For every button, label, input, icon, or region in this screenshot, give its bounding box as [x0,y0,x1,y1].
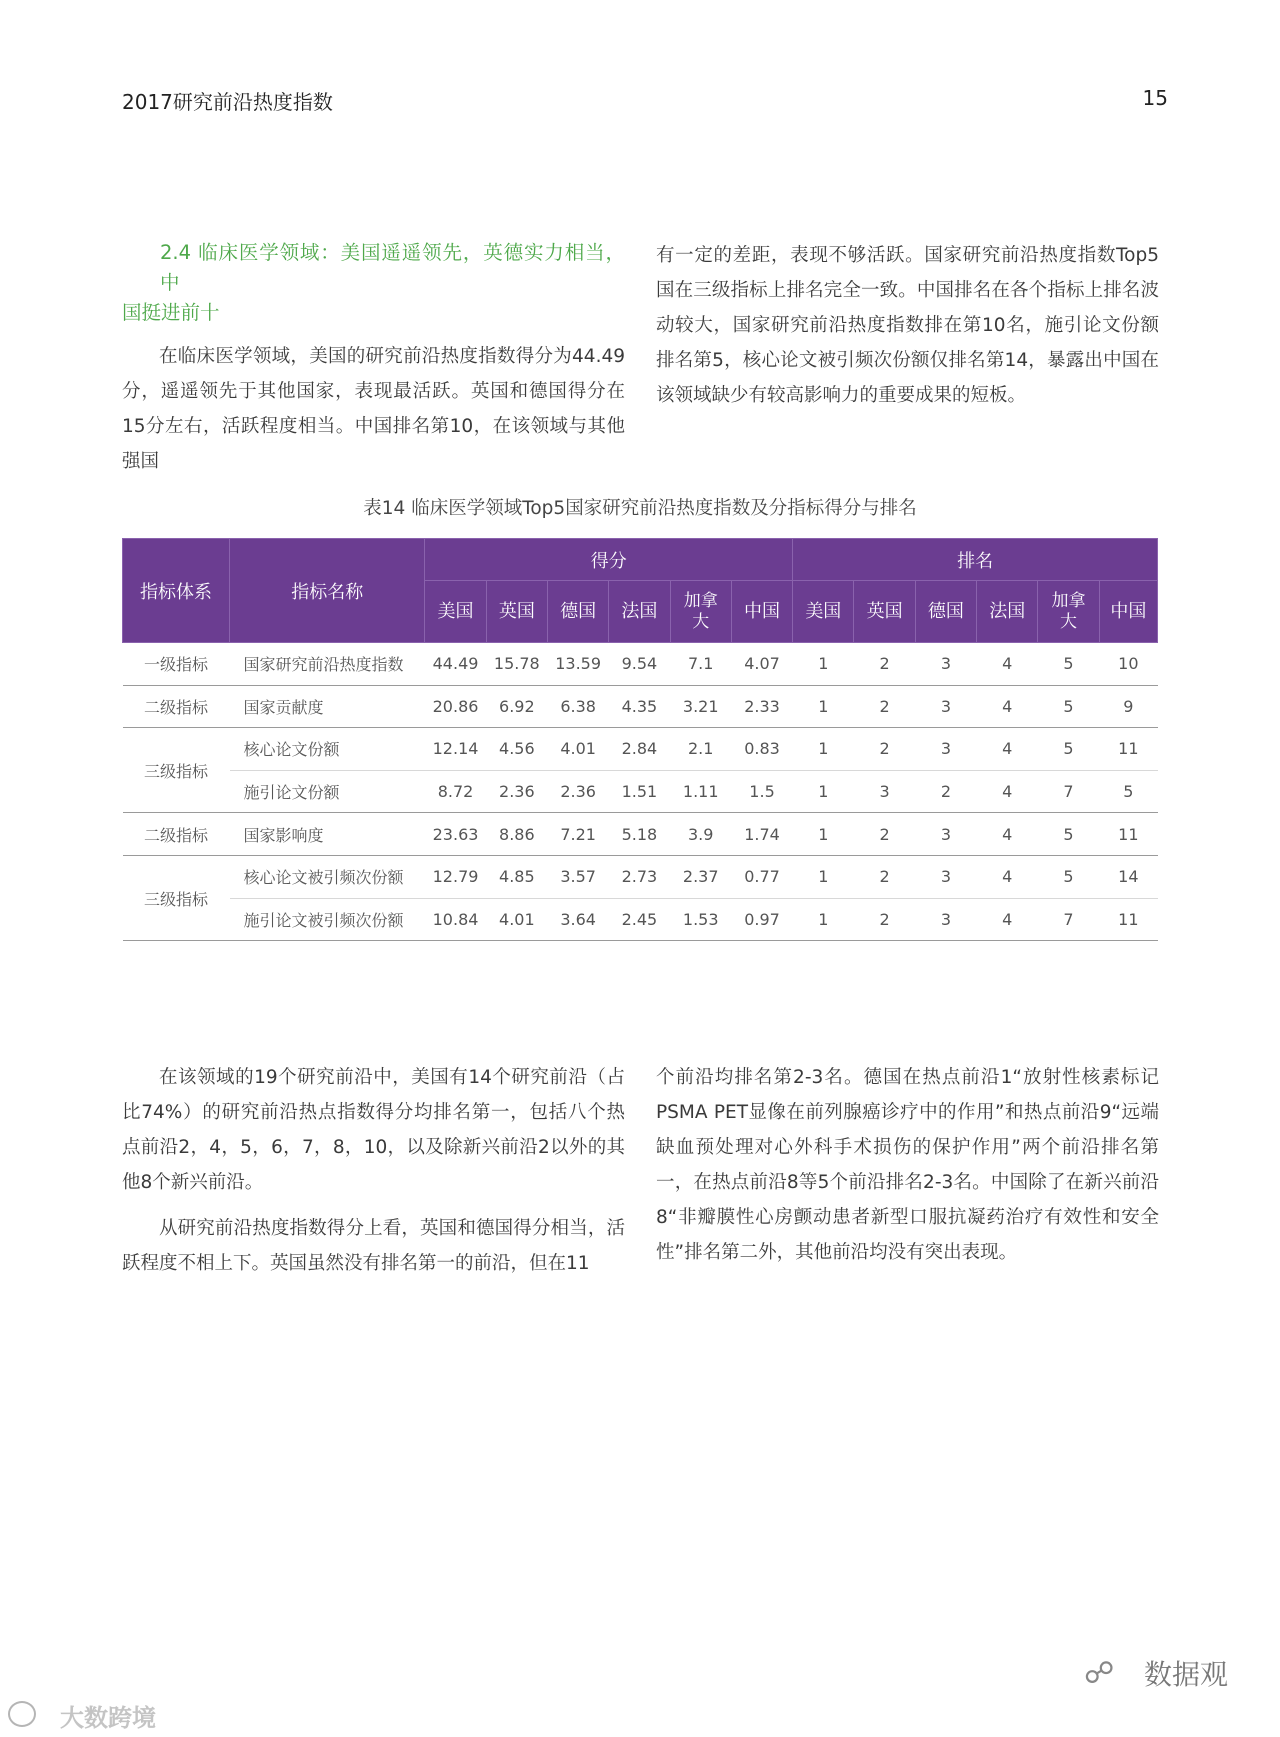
page-header [0,80,1280,120]
rank-cell: 3 [915,813,976,856]
score-cell: 2.33 [731,685,792,728]
score-cell: 4.07 [731,643,792,686]
score-country-header: 法国 [609,581,670,643]
rank-cell: 11 [1099,728,1157,771]
rank-cell: 4 [977,685,1038,728]
score-cell: 7.1 [670,643,731,686]
rank-country-header: 法国 [977,581,1038,643]
score-country-header: 美国 [425,581,486,643]
header-rank: 排名 [793,539,1158,581]
rank-cell: 5 [1038,728,1099,771]
right-column-bottom [656,1060,1159,1270]
score-cell: 12.79 [425,855,486,898]
score-cell: 20.86 [425,685,486,728]
rank-cell: 1 [793,685,854,728]
logo-ring-icon [8,1701,36,1727]
rank-cell: 7 [1038,898,1099,941]
indicator-name: 国家研究前沿热度指数 [230,643,425,686]
score-cell: 3.57 [547,855,608,898]
score-cell: 2.36 [547,770,608,813]
report-title: 2017研究前沿热度指数 [122,90,333,114]
score-cell: 6.92 [486,685,547,728]
score-country-header: 德国 [547,581,608,643]
header-score: 得分 [425,539,793,581]
score-cell: 4.56 [486,728,547,771]
rank-cell: 3 [915,855,976,898]
rank-cell: 5 [1038,813,1099,856]
score-cell: 3.64 [547,898,608,941]
indicator-name: 核心论文被引频次份额 [230,855,425,898]
score-cell: 23.63 [425,813,486,856]
score-cell: 4.35 [609,685,670,728]
left-column-top [122,238,625,479]
indicator-level: 二级指标 [123,685,230,728]
score-cell: 1.51 [609,770,670,813]
score-cell: 1.74 [731,813,792,856]
watermark-left-text: 大数跨境 [60,1704,156,1732]
paragraph-1-continued: 有一定的差距，表现不够活跃。国家研究前沿热度指数Top5国在三级指标上排名完全一致。中国排名在各个指标上排名波动较大，国家研究前沿热度指数排在第10名，施引论文份额排名第5，核心论文被引频次份额仅排名第14，暴露出中国在该领域缺少有较高影响力的重要成果的短板。 [656,245,1159,406]
rank-cell: 7 [1038,770,1099,813]
table-row [123,855,1158,898]
rank-cell: 3 [854,770,915,813]
indicator-level: 三级指标 [123,855,230,940]
rank-cell: 2 [854,855,915,898]
score-cell: 10.84 [425,898,486,941]
indicator-name: 施引论文被引频次份额 [230,898,425,941]
score-cell: 2.1 [670,728,731,771]
rank-country-header: 德国 [915,581,976,643]
rank-cell: 2 [854,813,915,856]
paragraph-2: 在该领域的19个研究前沿中，美国有14个研究前沿（占比74%）的研究前沿热点指数得分均排名第一，包括八个热点前沿2，4，5，6，7，8，10，以及除新兴前沿2以外的其他8个新兴前沿。 [122,1067,625,1193]
rank-cell: 2 [854,728,915,771]
section-title-line2: 国挺进前十 [122,301,220,324]
score-cell: 8.72 [425,770,486,813]
indicator-level: 三级指标 [123,728,230,813]
score-cell: 2.84 [609,728,670,771]
right-column-top [656,238,1159,413]
watermark-left [8,1697,178,1731]
rank-cell: 3 [915,898,976,941]
score-cell: 6.38 [547,685,608,728]
table-row [123,643,1158,686]
header-name: 指标名称 [230,539,425,643]
wechat-icon: ☍ [1084,1656,1115,1691]
rank-cell: 4 [977,643,1038,686]
score-cell: 7.21 [547,813,608,856]
page-number: 15 [1142,86,1168,110]
rank-cell: 14 [1099,855,1157,898]
score-country-header: 中国 [731,581,792,643]
rank-country-header: 加拿大 [1038,581,1099,643]
indicator-name: 国家影响度 [230,813,425,856]
indicator-name: 核心论文份额 [230,728,425,771]
rank-cell: 5 [1038,855,1099,898]
rank-cell: 5 [1038,643,1099,686]
table-row [123,685,1158,728]
left-column-bottom [122,1060,625,1281]
indicator-level: 一级指标 [123,643,230,686]
table-row [123,898,1158,941]
section-title-line1: 2.4 临床医学领域：美国遥遥领先，英德实力相当，中 [160,241,625,294]
score-cell: 8.86 [486,813,547,856]
header-system: 指标体系 [123,539,230,643]
score-cell: 1.53 [670,898,731,941]
score-cell: 4.85 [486,855,547,898]
paragraph-1: 在临床医学领域，美国的研究前沿热度指数得分为44.49分，遥遥领先于其他国家，表现最活跃。英国和德国得分在15分左右，活跃程度相当。中国排名第10，在该领域与其他强国 [122,346,625,472]
table-caption: 表14 临床医学领域Top5国家研究前沿热度指数及分指标得分与排名 [363,498,917,519]
score-country-header: 加拿大 [670,581,731,643]
score-cell: 0.83 [731,728,792,771]
score-cell: 9.54 [609,643,670,686]
rank-cell: 4 [977,728,1038,771]
score-cell: 0.97 [731,898,792,941]
indicator-name: 国家贡献度 [230,685,425,728]
rank-cell: 1 [793,728,854,771]
rank-country-header: 美国 [793,581,854,643]
rank-cell: 2 [854,643,915,686]
rank-cell: 5 [1099,770,1157,813]
score-cell: 1.5 [731,770,792,813]
score-cell: 12.14 [425,728,486,771]
rank-cell: 4 [977,898,1038,941]
table-row [123,770,1158,813]
rank-cell: 4 [977,855,1038,898]
section-title [122,238,625,328]
paragraph-3-continued: 个前沿均排名第2-3名。德国在热点前沿1“放射性核素标记PSMA PET显像在前列腺癌诊疗中的作用”和热点前沿9“远端缺血预处理对心外科手术损伤的保护作用”两个前沿排名第一，在热点前沿8等5个前沿排名2-3名。中国除了在新兴前沿8“非瓣膜性心房颤动患者新型口服抗凝药治疗有效性和安全性”排名第二外，其他前沿均没有突出表现。 [656,1067,1159,1263]
rank-cell: 4 [977,770,1038,813]
indicator-name: 施引论文份额 [230,770,425,813]
score-cell: 1.11 [670,770,731,813]
rank-cell: 2 [854,685,915,728]
rank-cell: 11 [1099,813,1157,856]
rank-cell: 3 [915,685,976,728]
score-cell: 0.77 [731,855,792,898]
rank-cell: 9 [1099,685,1157,728]
rank-cell: 2 [915,770,976,813]
rank-cell: 1 [793,643,854,686]
score-cell: 2.45 [609,898,670,941]
score-cell: 4.01 [547,728,608,771]
score-cell: 15.78 [486,643,547,686]
rank-cell: 1 [793,898,854,941]
table-row [123,813,1158,856]
rank-cell: 10 [1099,643,1157,686]
score-cell: 3.9 [670,813,731,856]
rank-country-header: 中国 [1099,581,1157,643]
rank-cell: 11 [1099,898,1157,941]
score-cell: 44.49 [425,643,486,686]
rank-cell: 2 [854,898,915,941]
score-cell: 2.73 [609,855,670,898]
watermark-right-text: 数据观 [1144,1658,1229,1691]
score-cell: 2.37 [670,855,731,898]
score-cell: 2.36 [486,770,547,813]
rank-cell: 1 [793,813,854,856]
indicator-table [122,538,1158,941]
rank-cell: 4 [977,813,1038,856]
table-row [123,728,1158,771]
paragraph-3: 从研究前沿热度指数得分上看，英国和德国得分相当，活跃程度不相上下。英国虽然没有排名第一的前沿，但在11 [122,1218,625,1274]
rank-cell: 1 [793,855,854,898]
rank-country-header: 英国 [854,581,915,643]
score-cell: 5.18 [609,813,670,856]
watermark-right [1084,1653,1264,1693]
score-country-header: 英国 [486,581,547,643]
rank-cell: 3 [915,643,976,686]
score-cell: 3.21 [670,685,731,728]
score-cell: 13.59 [547,643,608,686]
rank-cell: 5 [1038,685,1099,728]
rank-cell: 3 [915,728,976,771]
score-cell: 4.01 [486,898,547,941]
rank-cell: 1 [793,770,854,813]
table-body [123,643,1158,941]
indicator-level: 二级指标 [123,813,230,856]
